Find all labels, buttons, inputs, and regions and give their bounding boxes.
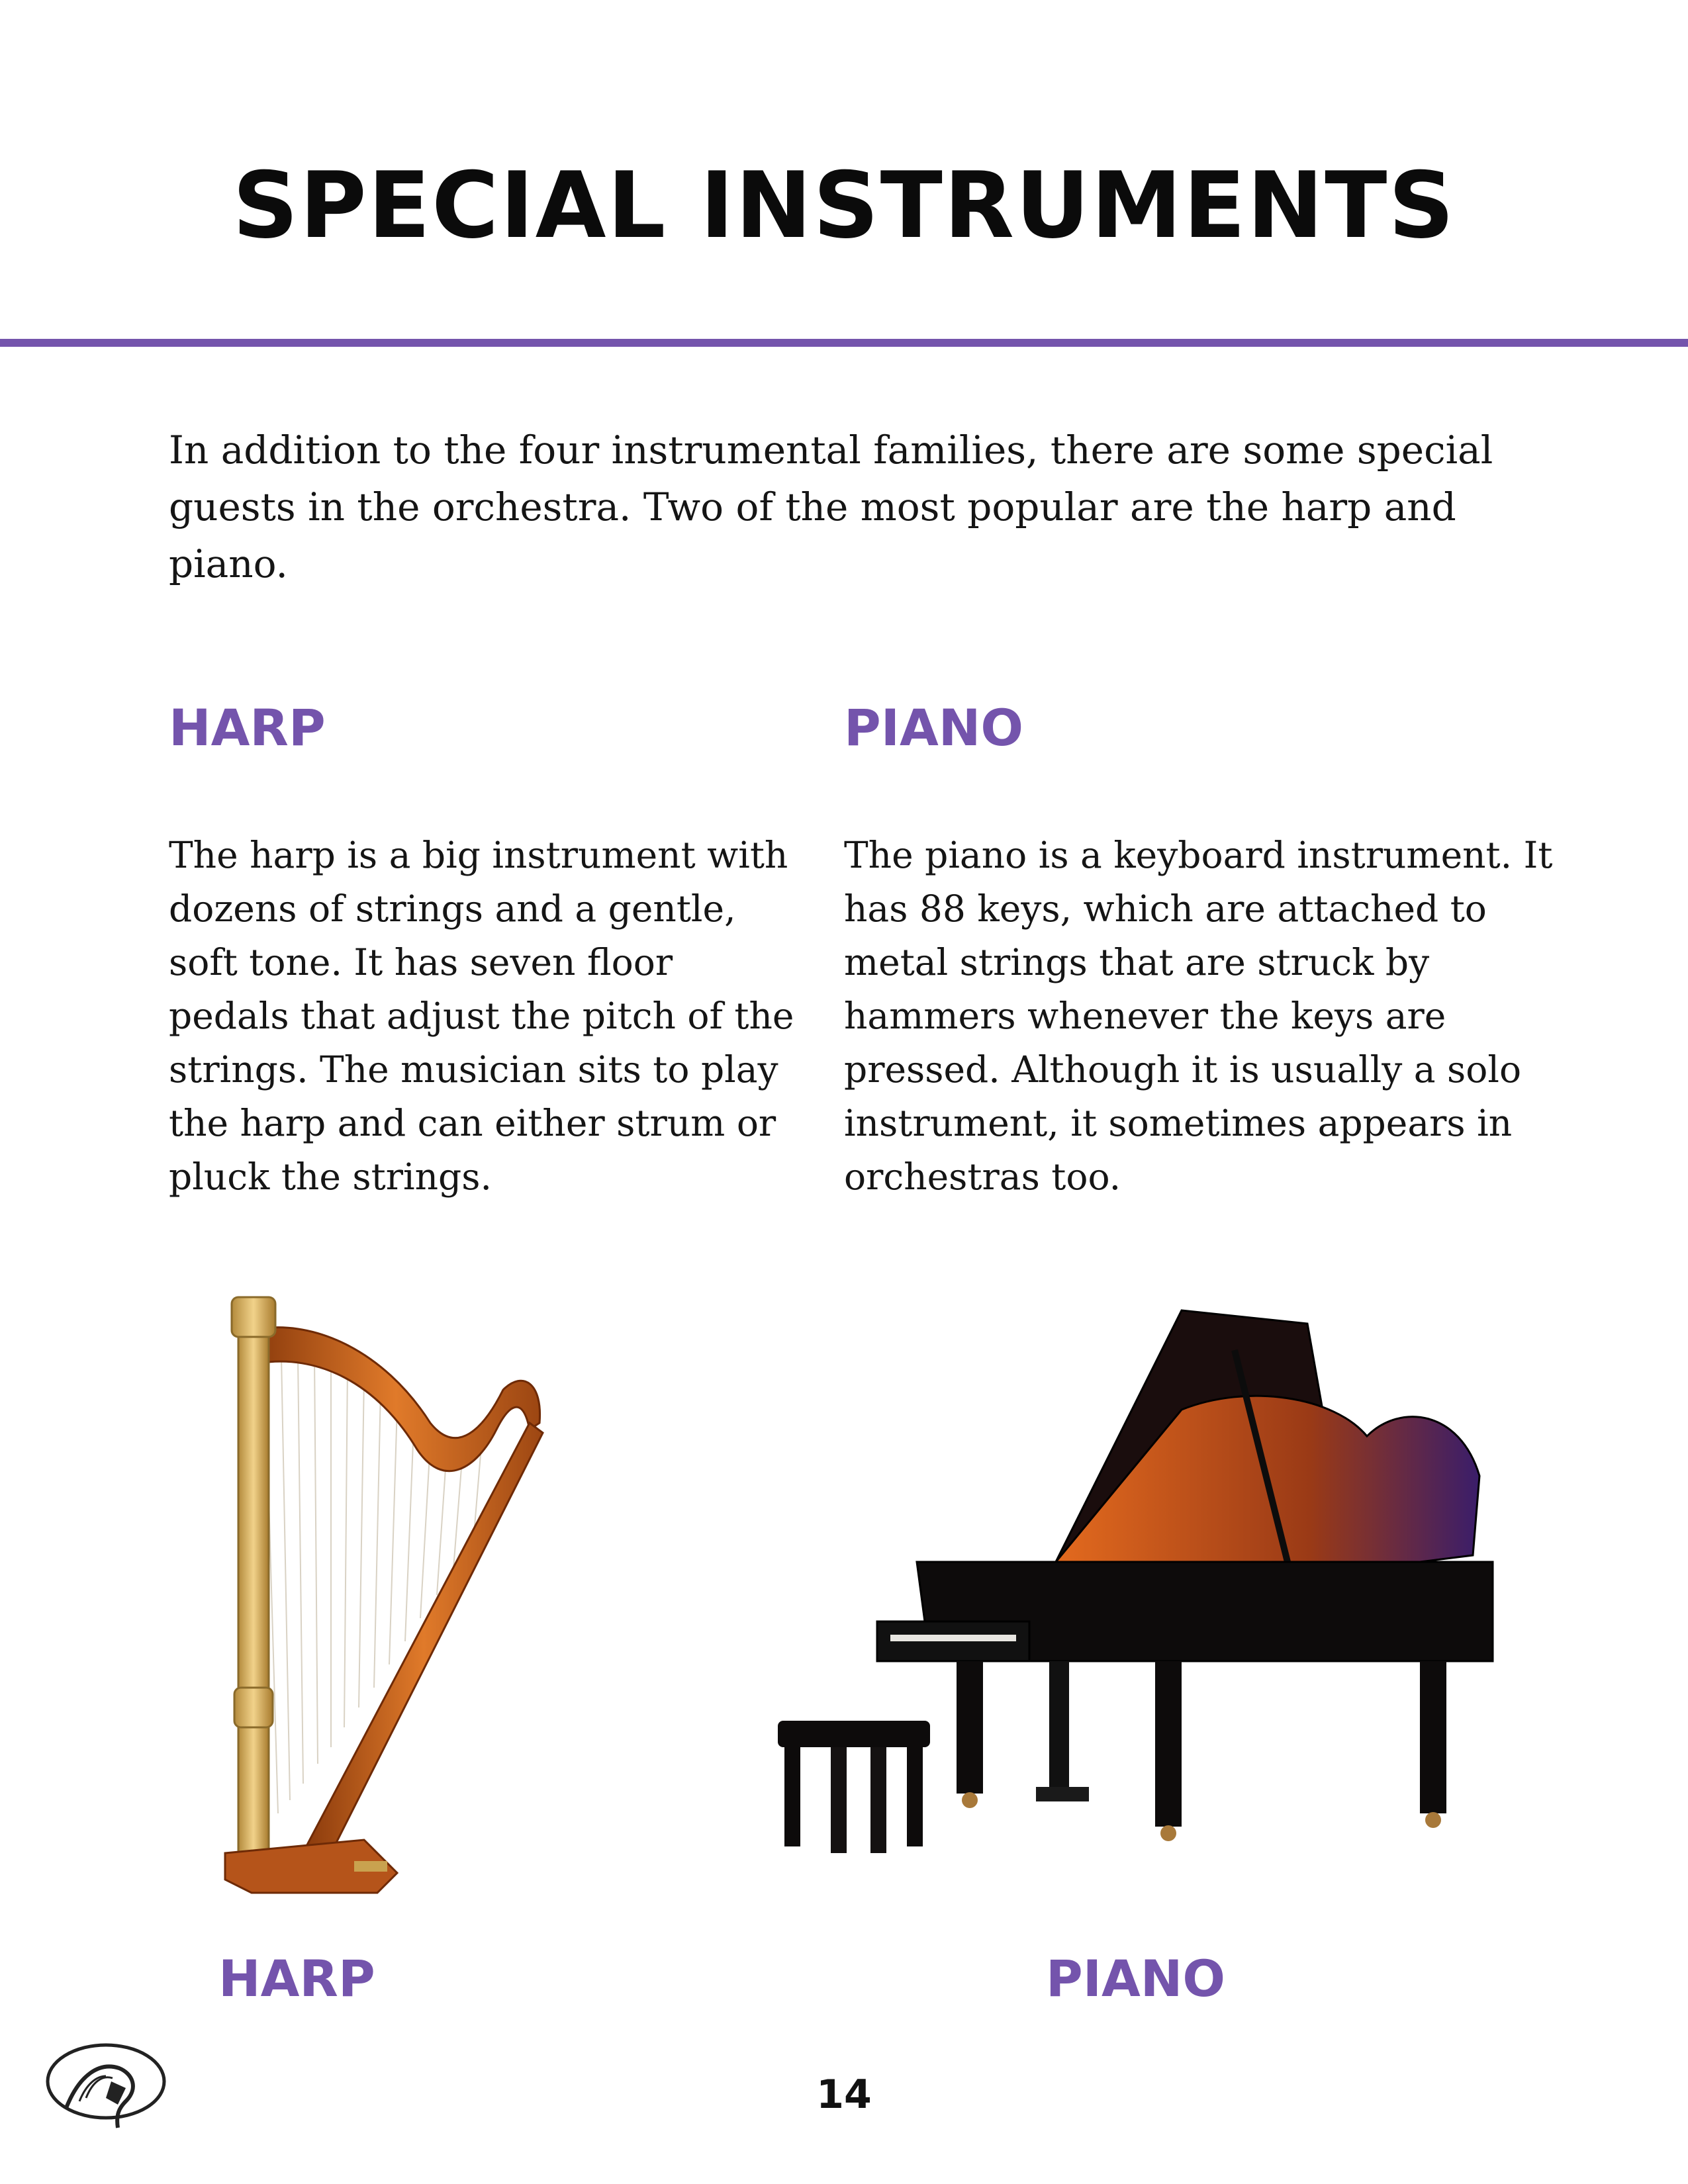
piano-line: pressed. Although it is usually a solo [844, 1048, 1522, 1091]
piano-image [771, 1304, 1575, 1873]
piano-line: instrument, it sometimes appears in [844, 1102, 1513, 1144]
intro-line: guests in the orchestra. Two of the most popular are the harp and piano. [169, 484, 1456, 586]
harp-image [212, 1291, 556, 1899]
piano-line: hammers whenever the keys are [844, 995, 1446, 1037]
harp-caption: HARP [218, 1949, 375, 2008]
piano-line: The piano is a keyboard instrument. It [844, 834, 1553, 876]
piano-heading: PIANO [844, 698, 1024, 757]
harp-description [169, 829, 831, 1204]
harp-line: the harp and can either strum or [169, 1102, 776, 1144]
harp-line: soft tone. It has seven floor [169, 941, 673, 983]
intro-paragraph [169, 422, 1559, 592]
piano-description [844, 829, 1572, 1204]
title-divider [0, 339, 1688, 347]
harp-line: pedals that adjust the pitch of the [169, 995, 794, 1037]
harp-line: strings. The musician sits to play [169, 1048, 778, 1091]
harp-line: The harp is a big instrument with [169, 834, 788, 876]
piano-line: has 88 keys, which are attached to [844, 887, 1487, 930]
piano-line: orchestras too. [844, 1156, 1121, 1198]
piano-line: metal strings that are struck by [844, 941, 1430, 983]
piano-caption: PIANO [1046, 1949, 1226, 2008]
harp-heading: HARP [169, 698, 326, 757]
page-number: 14 [816, 2071, 872, 2118]
page-title: SPECIAL INSTRUMENTS [232, 152, 1456, 259]
harp-line: pluck the strings. [169, 1156, 492, 1198]
harp-line: dozens of strings and a gentle, [169, 887, 736, 930]
intro-line: In addition to the four instrumental families, there are some special [169, 428, 1493, 473]
